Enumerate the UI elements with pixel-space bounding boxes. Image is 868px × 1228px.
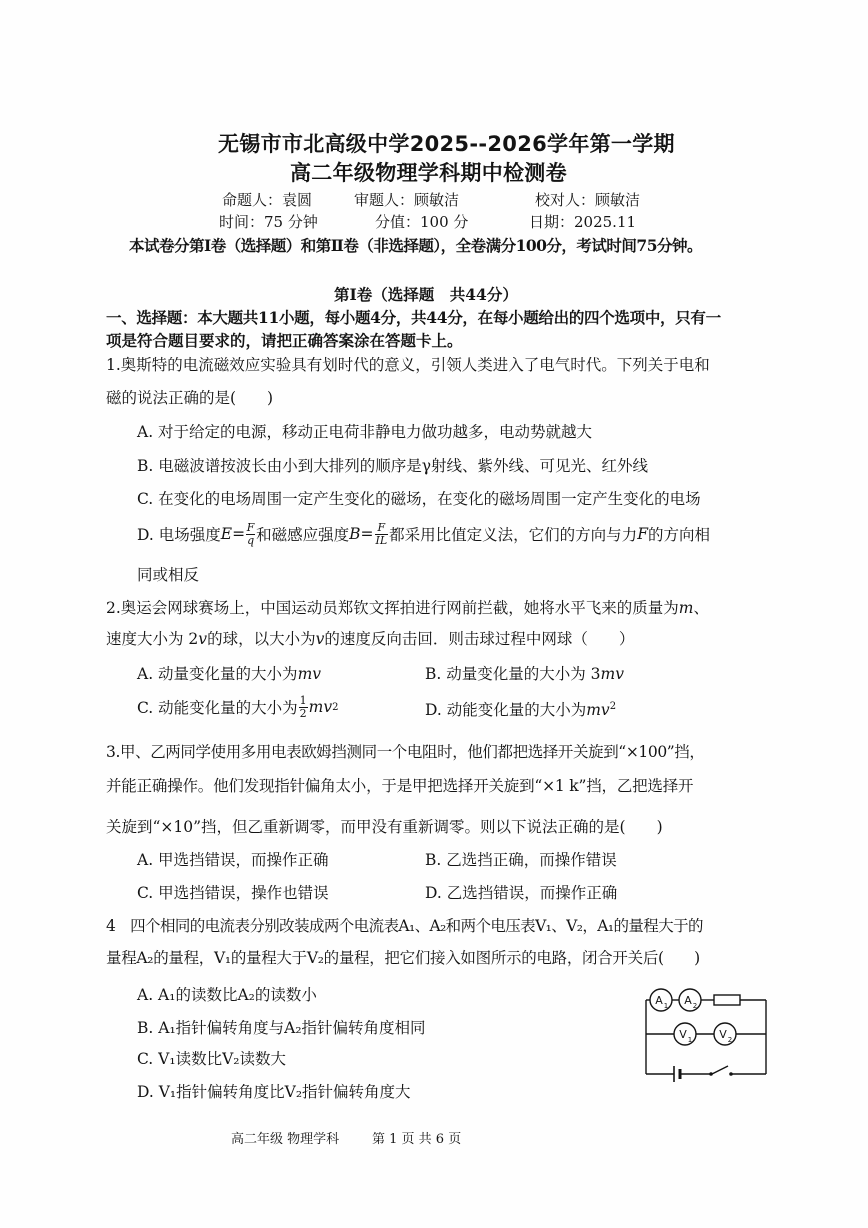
symbol-m: m xyxy=(678,599,694,617)
footer-page-number: 第 1 页 共 6 页 xyxy=(372,1132,462,1147)
q2-option-b xyxy=(425,662,624,684)
fraction-num: F xyxy=(377,520,386,534)
q3-stem-1: 3.甲、乙两同学使用多用电表欧姆挡测同一个电阻时，他们都把选择开关旋到“×100”挡， xyxy=(106,743,705,761)
section-heading: 第Ⅰ卷（选择题 共44分） xyxy=(334,285,518,304)
fraction-half xyxy=(299,695,308,720)
symbol-f: F xyxy=(637,525,648,543)
section-instructions-2: 项是符合题目要求的，请把正确答案涂在答题卡上。 xyxy=(106,331,463,350)
q2-option-c xyxy=(137,690,339,724)
circuit-diagram xyxy=(638,978,774,1088)
q4-option-b: B. A₁指针偏转角度与A₂指针偏转角度相同 xyxy=(137,1019,426,1037)
section-instructions-1: 一、选择题：本大题共11小题，每小题4分，共44分，在每小题给出的四个选项中，只有一 xyxy=(106,308,721,327)
q2-stem-1 xyxy=(106,596,709,618)
q1-d-text-1: D. 电场强度 xyxy=(137,526,221,544)
switch-pivot xyxy=(709,1072,713,1076)
q4-stem-1: 4 四个相同的电流表分别改装成两个电流表A₁、A₂和两个电压表V₁、V₂，A₁的量程大于的 xyxy=(106,917,703,935)
q2-text-2: 、 xyxy=(693,599,710,617)
q2-text-1: 2.奥运会网球赛场上，中国运动员郑钦文挥拍进行网前拦截，她将水平飞来的质量为 xyxy=(106,599,679,617)
switch-contact xyxy=(729,1072,733,1076)
fraction-den: q xyxy=(247,533,255,547)
superscript: 2 xyxy=(332,701,339,713)
exam-title-line1: 无锡市市北高级中学2025--2026学年第一学期 xyxy=(218,132,675,156)
footer-subject: 高二年级 物理学科 xyxy=(231,1132,340,1147)
q1-d-text-4: 的方向相 xyxy=(647,526,710,544)
a2-subscript: 2 xyxy=(692,1002,698,1010)
symbol-b: B xyxy=(349,525,361,543)
symbol-mv: mv xyxy=(586,701,610,719)
q3-stem-2: 并能正确操作。他们发现指针偏角太小，于是甲把选择开关旋到“×1 k”挡，乙把选择开 xyxy=(106,777,694,795)
v2-label: V xyxy=(719,1028,727,1041)
q2-option-a xyxy=(137,662,321,684)
q3-stem-3: 关旋到“×10”挡，但乙重新调零，而甲没有重新调零。则以下说法正确的是( ) xyxy=(106,818,663,836)
a1-label: A xyxy=(655,994,663,1007)
exam-date: 日期：2025.11 xyxy=(529,213,637,231)
q1-option-c: C. 在变化的电场周围一定产生变化的磁场，在变化的磁场周围一定产生变化的电场 xyxy=(137,490,701,508)
q2-b-text: B. 动量变化量的大小为 3 xyxy=(425,665,601,683)
exam-intro: 本试卷分第Ⅰ卷（选择题）和第Ⅱ卷（非选择题），全卷满分100分，考试时间75分钟。 xyxy=(129,236,702,255)
q2-a-text: A. 动量变化量的大小为 xyxy=(137,665,298,683)
fraction-den: IL xyxy=(375,533,388,547)
v2-subscript: 2 xyxy=(727,1036,733,1044)
proofreader: 校对人：顾敏洁 xyxy=(535,191,641,209)
q4-stem-2: 量程A₂的量程，V₁的量程大于V₂的量程，把它们接入如图所示的电路，闭合开关后( ) xyxy=(106,949,700,967)
symbol-v: v xyxy=(198,630,208,648)
setter: 命题人：袁圆 xyxy=(222,191,313,209)
q2-text-5: 的速度反向击回．则击球过程中网球（ ） xyxy=(324,630,635,648)
q1-option-d-2: 同或相反 xyxy=(137,566,200,584)
symbol-e: E xyxy=(220,525,233,543)
q1-option-b: B. 电磁波谱按波长由小到大排列的顺序是γ射线、紫外线、可见光、红外线 xyxy=(137,457,649,475)
equals-2: = xyxy=(360,525,374,543)
q1-option-a: A. 对于给定的电源，移动正电荷非静电力做功越多，电动势就越大 xyxy=(137,423,593,441)
resistor xyxy=(714,995,740,1005)
q1-d-text-3: 都采用比值定义法，它们的方向与力 xyxy=(389,526,638,544)
q4-option-d: D. V₁指针偏转角度比V₂指针偏转角度大 xyxy=(137,1083,411,1101)
symbol-mv: mv xyxy=(600,665,625,683)
superscript: 2 xyxy=(609,700,617,712)
q2-d-text: D. 动能变化量的大小为 xyxy=(425,701,587,719)
q4-option-c: C. V₁读数比V₂读数大 xyxy=(137,1050,286,1068)
a1-subscript: 1 xyxy=(663,1002,669,1010)
q1-stem-1: 1.奥斯特的电流磁效应实验具有划时代的意义，引领人类进入了电气时代。下列关于电和 xyxy=(106,356,710,374)
q3-option-d: D. 乙选挡错误，而操作正确 xyxy=(425,884,618,902)
equals-1: = xyxy=(232,525,246,543)
fraction-f-il xyxy=(375,522,389,547)
symbol-mv: mv xyxy=(308,698,333,716)
q2-text-4: 的球，以大小为 xyxy=(207,630,316,648)
fraction-num: 1 xyxy=(299,693,307,707)
q1-option-d xyxy=(137,514,710,554)
fraction-num: F xyxy=(246,520,255,534)
a2-label: A xyxy=(684,994,692,1007)
v1-subscript: 1 xyxy=(687,1036,693,1044)
q2-c-text: C. 动能变化量的大小为 xyxy=(137,699,298,717)
q2-option-d xyxy=(425,698,616,720)
q2-stem-2 xyxy=(106,627,634,649)
q3-option-c: C. 甲选挡错误，操作也错误 xyxy=(137,884,329,902)
q1-stem-2: 磁的说法正确的是( ) xyxy=(106,389,274,407)
v1-label: V xyxy=(679,1028,687,1041)
exam-score: 分值：100 分 xyxy=(375,213,469,231)
q4-option-a: A. A₁的读数比A₂的读数小 xyxy=(137,986,317,1004)
q2-text-3: 速度大小为 2 xyxy=(106,630,199,648)
q1-d-text-2: 和磁感应强度 xyxy=(256,526,350,544)
q3-option-b: B. 乙选挡正确，而操作错误 xyxy=(425,851,617,869)
q3-option-a: A. 甲选挡错误，而操作正确 xyxy=(137,851,329,869)
exam-title-line2: 高二年级物理学科期中检测卷 xyxy=(290,161,567,185)
symbol-mv: mv xyxy=(297,665,322,683)
fraction-f-q xyxy=(246,522,255,547)
exam-time: 时间：75 分钟 xyxy=(219,213,318,231)
fraction-den: 2 xyxy=(299,706,307,720)
reviewer: 审题人：顾敏洁 xyxy=(354,191,460,209)
switch-blade xyxy=(712,1066,728,1074)
symbol-v: v xyxy=(315,630,325,648)
